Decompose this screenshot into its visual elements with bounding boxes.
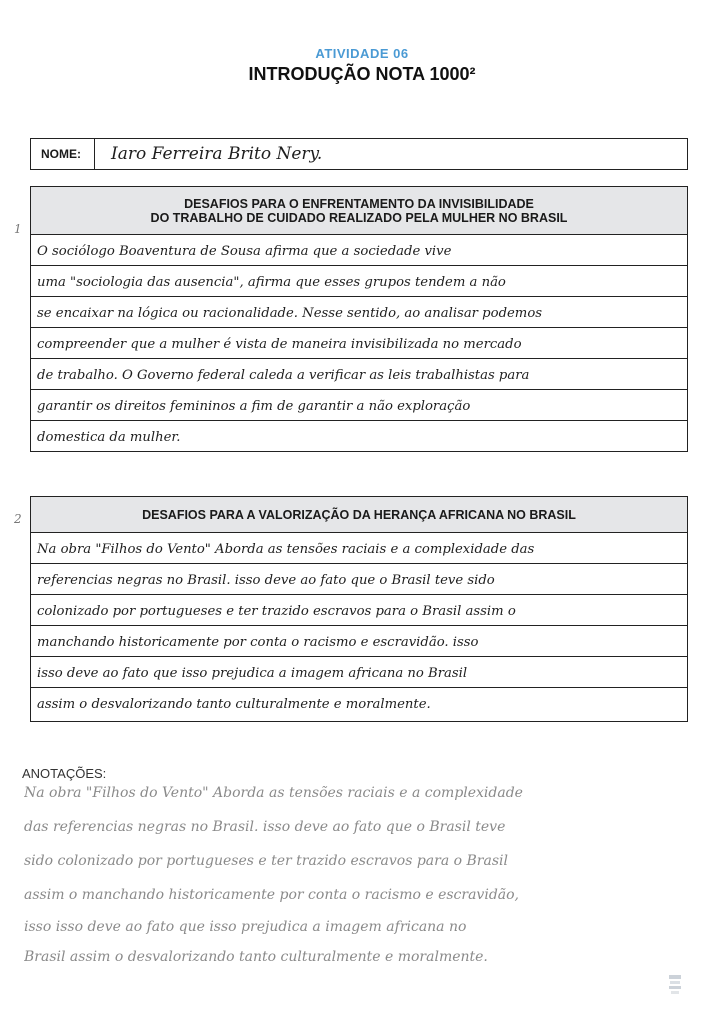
section1-heading — [31, 187, 687, 235]
section1-heading-line1: DESAFIOS PARA O ENFRENTAMENTO DA INVISIBILIDADE — [184, 196, 534, 211]
name-label: NOME: — [31, 139, 95, 169]
section1-line: de trabalho. O Governo federal caleda a verificar as leis trabalhistas para — [31, 359, 687, 390]
section1-line: se encaixar na lógica ou racionalidade. Nesse sentido, ao analisar podemos — [31, 297, 687, 328]
section1-line: O sociólogo Boaventura de Sousa afirma que a sociedade vive — [31, 235, 687, 266]
section2-line: isso deve ao fato que isso prejudica a imagem africana no Brasil — [31, 657, 687, 688]
section1-margin-mark: 1 — [14, 222, 22, 236]
section1-line: garantir os direitos femininos a fim de garantir a não exploração — [31, 390, 687, 421]
section2-line: assim o desvalorizando tanto culturalmente e moralmente. — [37, 697, 431, 712]
note-line: Na obra "Filhos do Vento" Aborda as tensões raciais e a complexidade — [24, 785, 523, 801]
section2-heading — [31, 497, 687, 533]
section2-line: Na obra "Filhos do Vento" Aborda as tensões raciais e a complexidade das — [31, 533, 687, 564]
section2-line: referencias negras no Brasil. isso deve ao fato que o Brasil teve sido — [31, 564, 687, 595]
note-line: sido colonizado por portugueses e ter trazido escravos para o Brasil — [24, 853, 508, 869]
section1-line: uma "sociologia das ausencia", afirma que esses grupos tendem a não — [31, 266, 687, 297]
section-heranca-africana — [30, 496, 688, 722]
note-line: assim o manchando historicamente por conta o racismo e escravidão, — [24, 887, 520, 903]
notes-label: ANOTAÇÕES: — [22, 766, 107, 781]
section2-margin-mark: 2 — [14, 512, 22, 526]
activity-number: ATIVIDADE 06 — [315, 46, 409, 61]
page-title: INTRODUÇÃO NOTA 1000² — [248, 64, 476, 84]
scan-mark-icon — [668, 974, 682, 996]
note-line: Brasil assim o desvalorizando tanto culturalmente e moralmente. — [24, 949, 488, 965]
section1-line: compreender que a mulher é vista de maneira invisibilizada no mercado — [31, 328, 687, 359]
name-field — [30, 138, 688, 170]
name-value: Iaro Ferreira Brito Nery. — [111, 144, 323, 164]
section1-line: domestica da mulher. — [37, 430, 181, 445]
section2-line: manchando historicamente por conta o racismo e escravidão. isso — [31, 626, 687, 657]
note-line: isso isso deve ao fato que isso prejudica a imagem africana no — [24, 919, 467, 935]
section-invisibilidade — [30, 186, 688, 452]
section2-heading-text: DESAFIOS PARA A VALORIZAÇÃO DA HERANÇA AFRICANA NO BRASIL — [142, 507, 576, 522]
note-line: das referencias negras no Brasil. isso deve ao fato que o Brasil teve — [24, 819, 506, 835]
section1-heading-line2: DO TRABALHO DE CUIDADO REALIZADO PELA MULHER NO BRASIL — [150, 210, 568, 225]
section2-line: colonizado por portugueses e ter trazido escravos para o Brasil assim o — [31, 595, 687, 626]
